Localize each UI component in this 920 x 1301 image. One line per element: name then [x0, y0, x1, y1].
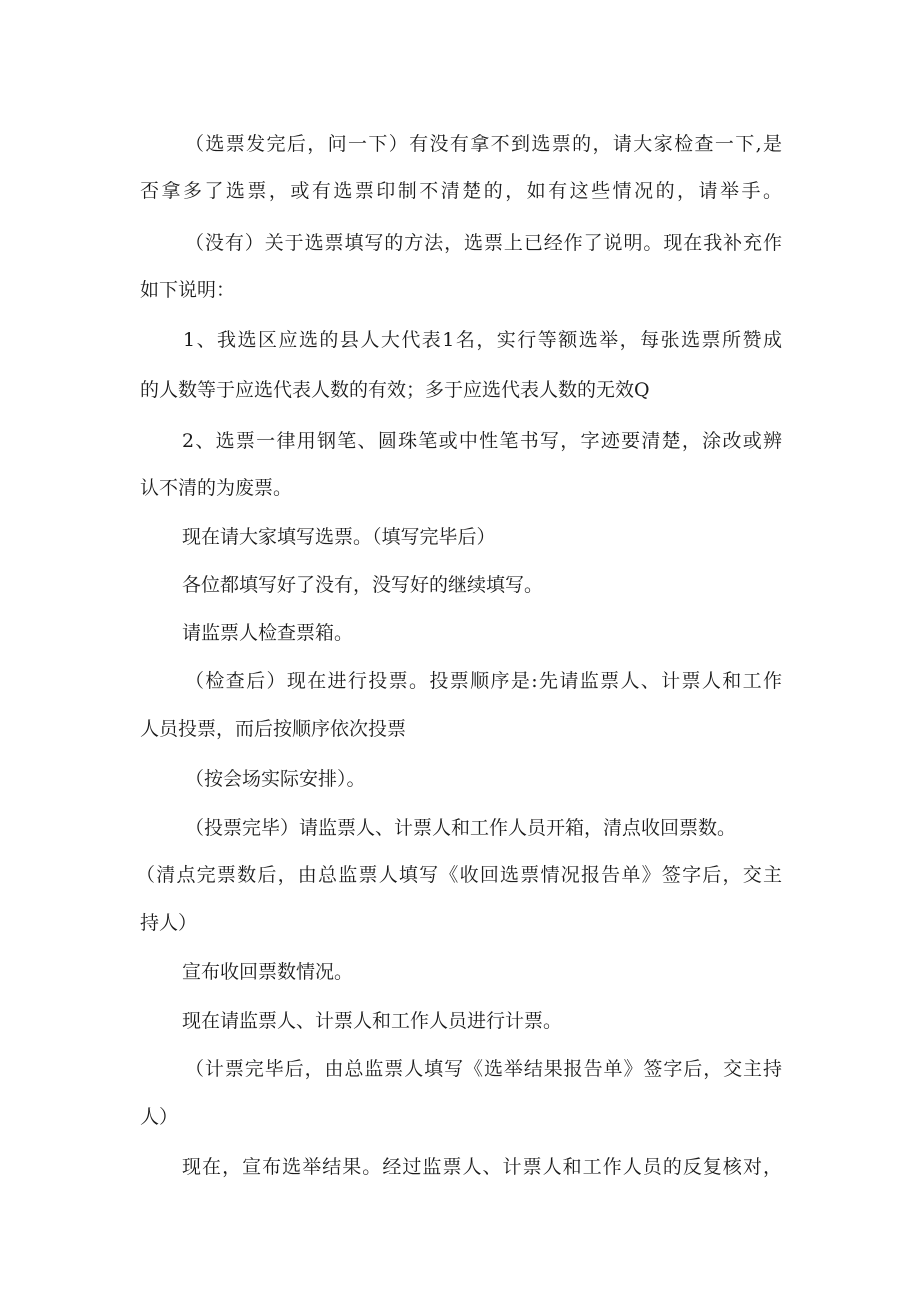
text-line-16: （清点完票数后，由总监票人填写《收回选票情况报告单》签字后，交主: [136, 864, 782, 886]
text-line-15: （投票完毕）请监票人、计票人和工作人员开箱，清点收回票数。: [185, 817, 737, 839]
text-line-17: 持人）: [140, 912, 198, 934]
text-line-2: 否拿多了选票，或有选票印制不清楚的，如有这些情况的，请举手。: [140, 180, 782, 202]
text-line-3: （没有）关于选票填写的方法，选票上已经作了说明。现在我补充作: [185, 232, 782, 254]
text-line-7: 2、选票一律用钢笔、圆珠笔或中性笔书写，字迹要清楚，涂改或辨: [182, 430, 782, 452]
text-line-4: 如下说明：: [140, 279, 236, 301]
text-line-6: 的人数等于应选代表人数的有效；多于应选代表人数的无效Q: [140, 379, 650, 401]
text-line-21: 人）: [140, 1106, 179, 1128]
text-line-19: 现在请监票人、计票人和工作人员进行计票。: [182, 1010, 563, 1032]
text-line-11: 请监票人检查票箱。: [182, 622, 354, 644]
text-line-1: （选票发完后，问一下）有没有拿不到选票的，请大家检查一下,是: [185, 133, 782, 155]
text-line-14: （按会场实际安排）。: [185, 768, 366, 790]
text-line-8: 认不清的为废票。: [140, 477, 293, 499]
text-line-22: 现在，宣布选举结果。经过监票人、计票人和工作人员的反复核对，: [182, 1156, 782, 1178]
text-line-12: （检查后）现在进行投票。投票顺序是:先请监票人、计票人和工作: [185, 670, 782, 692]
text-line-10: 各位都填写好了没有，没写好的继续填写。: [182, 574, 544, 596]
text-line-9: 现在请大家填写选票。（填写完毕后）: [182, 526, 496, 548]
text-line-20: （计票完毕后，由总监票人填写《选举结果报告单》签字后，交主持: [185, 1058, 782, 1080]
text-line-5: 1、我选区应选的县人大代表1名，实行等额选举，每张选票所赞成: [183, 329, 782, 351]
text-line-18: 宣布收回票数情况。: [182, 961, 354, 983]
text-line-13: 人员投票，而后按顺序依次投票: [140, 718, 407, 740]
